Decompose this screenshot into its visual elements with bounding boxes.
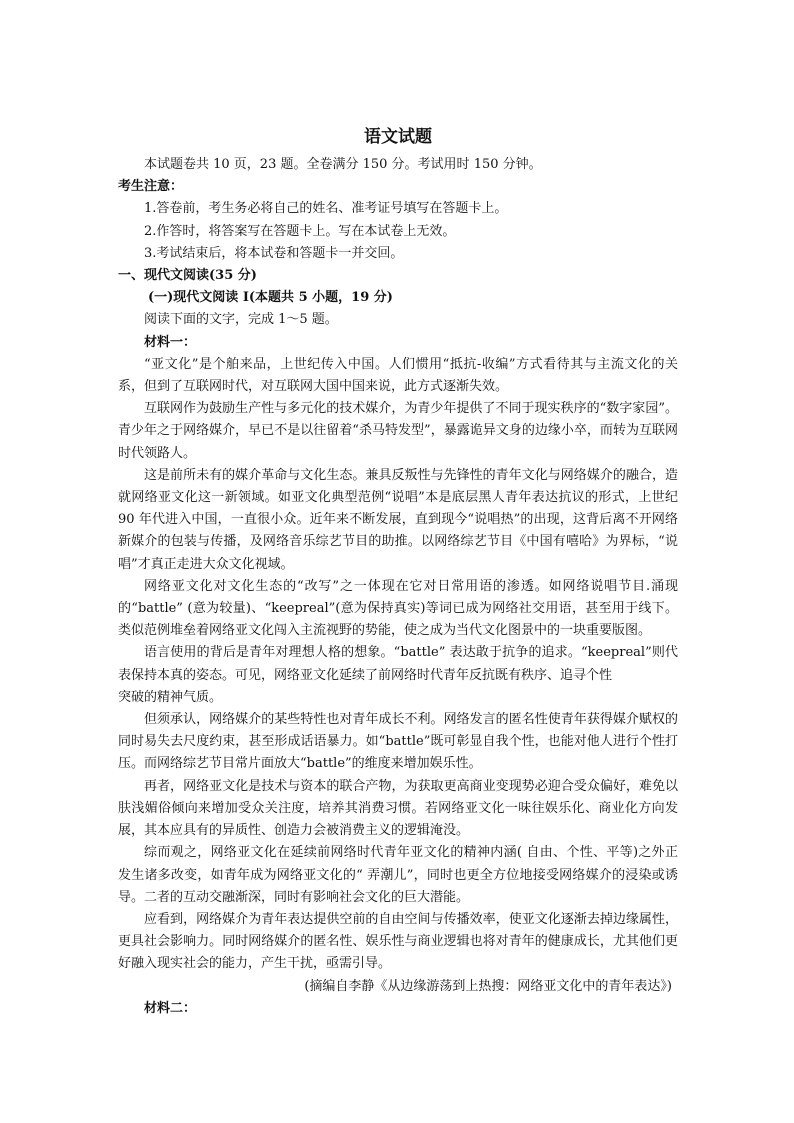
notice-item: 2.作答时，将答案写在答题卡上。写在本试卷上无效。 [144, 223, 456, 239]
notice-heading: 考生注意： [118, 179, 184, 195]
body-paragraph: 这是前所未有的媒介革命与文化生态。兼具反叛性与先锋性的青年文化与网络媒介的融合，造就网络亚文化这一新领域。如亚文化典型范例“说唱”本是底层黑人青年表达抗议的形式，上世纪 90 年代进入中国，一直很小众。近年来不断发展，直到现今“说唱热”的出现，这背后离不开网络新媒介的包装与传播，及网络音乐综艺节目的助推。以网络综艺节目《中国有嘻哈》为界标，“说唱”才真正走进大众文化视域。 [118, 467, 678, 572]
body-paragraph: 应看到，网络媒介为青年表达提供空前的自由空间与传播效率，使亚文化逐渐去掉边缘属性，更具社会影响力。同时网络媒介的匿名性、娱乐性与商业逻辑也将对青年的健康成长，尤其他们更好融入现实社会的能力，产生干扰，亟需引导。 [118, 911, 678, 972]
subsection-heading: (一)现代文阅读 I(本题共 5 小题，19 分) [148, 290, 393, 306]
body-paragraph: 但须承认，网络媒介的某些特性也对青年成长不利。网络发言的匿名性使青年获得媒介赋权的同时易失去尺度约束，甚至形成话语暴力。如“battle”既可彰显自我个性，也能对他人进行个性打压。而网络综艺节目常片面放大“battle”的维度来增加娱乐性。 [118, 712, 678, 772]
page-title: 语文试题 [364, 127, 432, 147]
notice-item: 3.考试结束后，将本试卷和答题卡一并交回。 [144, 245, 404, 261]
notice-item: 1.答卷前，考生务必将自己的姓名、准考证号填写在答题卡上。 [144, 201, 508, 217]
body-paragraph: 再者，网络亚文化是技术与资本的联合产物，为获取更高商业变现势必迎合受众偏好，难免以肤浅媚俗倾向来增加受众关注度，培养其消费习惯。若网络亚文化一味往娱乐化、商业化方向发展，其本应具有的异质性、创造力会被消费主义的逻辑淹没。 [118, 778, 678, 839]
exam-page [118, 124, 678, 1020]
body-paragraph: 互联网作为鼓励生产性与多元化的技术媒介，为青少年提供了不同于现实秩序的“数字家园”。青少年之于网络媒介，早已不是以往留着“杀马特发型”，暴露诡异文身的边缘小卒，而转为互联网时代领路人。 [118, 401, 678, 461]
body-paragraph: 网络亚文化对文化生态的“改写”之一体现在它对日常用语的渗透。如网络说唱节目.涌现的“battle” (意为较量)、“keepreal”(意为保持真实)等词已成为网络社交用语，甚至用于线下。类似范例堆垒着网络亚文化闯入主流视野的势能，使之成为当代文化图景中的一块重要版图。 [118, 578, 678, 639]
material-label: 材料二： [144, 1000, 197, 1016]
body-paragraph: 语言使用的背后是青年对理想人格的想象。“battle” 表达敢于抗争的追求。“keepreal”则代表保持本真的姿态。可见，网络亚文化延续了前网络时代青年反抗既有秩序、追寻个性 [118, 645, 678, 683]
exam-intro: 本试题卷共 10 页，23 题。全卷满分 150 分。考试用时 150 分钟。 [144, 157, 542, 172]
material-label: 材料一： [144, 334, 197, 350]
body-paragraph: 综而观之，网络亚文化在延续前网络时代青年亚文化的精神内涵( 自由、个性、平等)之外正发生诸多改变，如青年成为网络亚文化的“ 弄潮儿”，同时也更全方位地接受网络媒介的浸染或诱导。二者的互动交融渐深，同时有影响社会文化的巨大潜能。 [118, 845, 678, 905]
section-heading: 一、现代文阅读(35 分) [118, 268, 257, 284]
source-citation: (摘编自李静《从边缘游荡到上热搜：网络亚文化中的青年表达》) [304, 978, 672, 994]
reading-instruction: 阅读下面的文字，完成 1～5 题。 [144, 312, 338, 328]
body-paragraph: “亚文化”是个舶来品，上世纪传入中国。人们惯用“抵抗-收编”方式看待其与主流文化的关系，但到了互联网时代，对互联网大国中国来说，此方式逐渐失效。 [118, 356, 678, 395]
body-paragraph-continuation: 突破的精神气质。 [118, 689, 223, 705]
